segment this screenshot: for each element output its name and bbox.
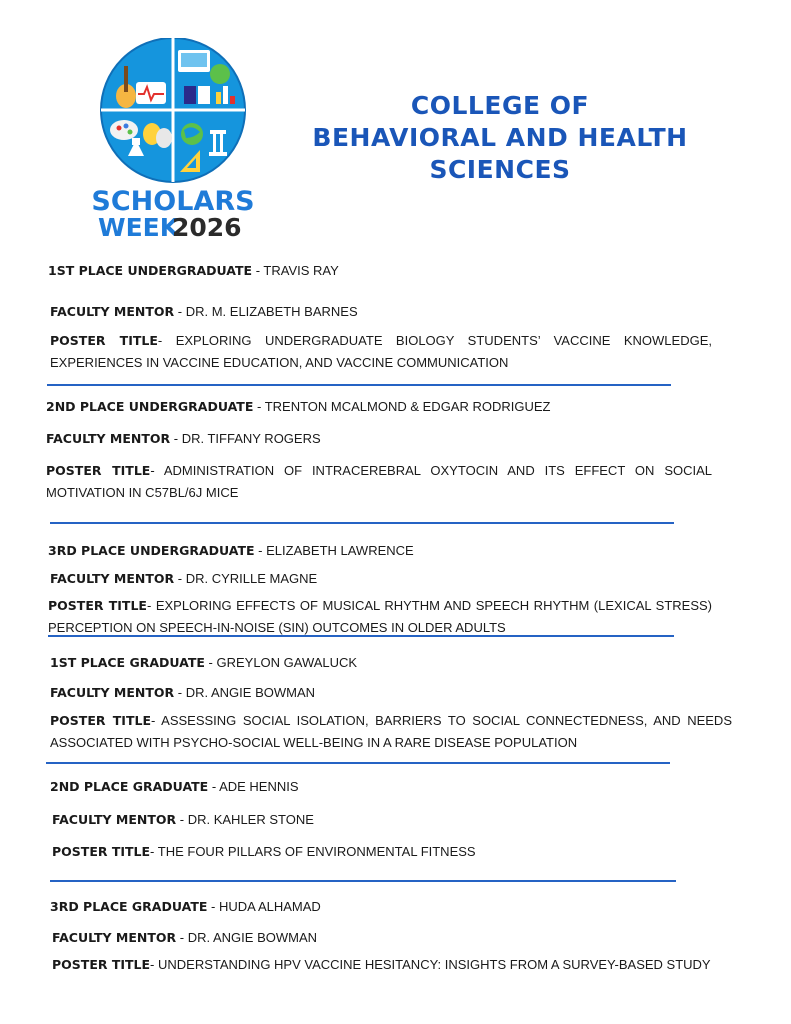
divider [47,384,671,386]
place-line: 1ST PLACE GRADUATE - GREYLON GAWALUCK [50,655,358,670]
place-label: 3RD PLACE GRADUATE [50,899,208,914]
mentor-name: DR. KAHLER STONE [187,812,314,827]
title-line-1: COLLEGE OF [410,91,590,120]
place-line: 2ND PLACE UNDERGRADUATE - TRENTON MCALMOND & EDGAR RODRIGUEZ [46,399,551,414]
logo-circle-icon [88,38,258,238]
poster-paragraph: POSTER TITLE- ADMINISTRATION OF INTRACEREBRAL OXYTOCIN AND ITS EFFECT ON SOCIAL MOTIVATION IN C57BL/6J MICE [46,463,712,500]
divider [48,635,674,637]
poster-title: ASSESSING SOCIAL ISOLATION, BARRIERS TO SOCIAL CONNECTEDNESS, AND NEEDS ASSOCIATED WITH PSYCHO-SOCIAL WELL-BEING IN A RARE DISEASE POPULATION [50,713,732,750]
poster-paragraph: POSTER TITLE- EXPLORING UNDERGRADUATE BIOLOGY STUDENTS’ VACCINE KNOWLEDGE, EXPERIENCES IN VACCINE EDUCATION, AND VACCINE COMMUNICATION [50,333,712,370]
place-label: 1ST PLACE UNDERGRADUATE [48,263,253,278]
poster-label: POSTER TITLE [50,333,158,348]
poster-label: POSTER TITLE [52,844,151,859]
poster-title: UNDERSTANDING HPV VACCINE HESITANCY: INSIGHTS FROM A SURVEY-BASED STUDY [158,957,711,972]
poster-title: EXPLORING EFFECTS OF MUSICAL RHYTHM AND SPEECH RHYTHM (LEXICAL STRESS) PERCEPTION ON SPEECH-IN-NOISE (SIN) OUTCOMES IN OLDER ADULTS [48,598,712,635]
poster-title: EXPLORING UNDERGRADUATE BIOLOGY STUDENTS’ VACCINE KNOWLEDGE, EXPERIENCES IN VACCINE EDUCATION, AND VACCINE COMMUNICATION [50,333,712,370]
poster-paragraph: POSTER TITLE- EXPLORING EFFECTS OF MUSICAL RHYTHM AND SPEECH RHYTHM (LEXICAL STRESS) PERCEPTION ON SPEECH-IN-NOISE (SIN) OUTCOMES IN OLDER ADULTS [48,598,712,635]
mentor-name: DR. CYRILLE MAGNE [185,571,318,586]
winner-name: ELIZABETH LAWRENCE [266,543,414,558]
mentor-line: FACULTY MENTOR - DR. ANGIE BOWMAN [50,685,316,700]
divider [50,880,676,882]
winner-name: TRENTON MCALMOND & EDGAR RODRIGUEZ [264,399,551,414]
mentor-line: FACULTY MENTOR - DR. M. ELIZABETH BARNES [50,304,358,319]
mentor-line: FACULTY MENTOR - DR. KAHLER STONE [52,812,314,827]
scholars-week-logo [88,38,258,238]
poster-paragraph: POSTER TITLE- UNDERSTANDING HPV VACCINE HESITANCY: INSIGHTS FROM A SURVEY-BASED STUDY [52,957,711,972]
mentor-name: DR. TIFFANY ROGERS [181,431,321,446]
poster-label: POSTER TITLE [48,598,147,613]
logo-word-scholars: SCHOLARS [91,186,255,217]
mentor-label: FACULTY MENTOR [52,812,177,827]
mentor-name: DR. ANGIE BOWMAN [185,685,316,700]
poster-title: THE FOUR PILLARS OF ENVIRONMENTAL FITNESS [157,844,476,859]
poster-title: ADMINISTRATION OF INTRACEREBRAL OXYTOCIN AND ITS EFFECT ON SOCIAL MOTIVATION IN C57BL/6J MICE [46,463,712,500]
divider [50,522,674,524]
place-line: 1ST PLACE UNDERGRADUATE - TRAVIS RAY [48,263,339,278]
place-label: 2ND PLACE GRADUATE [50,779,209,794]
title-line-3: SCIENCES [429,155,571,184]
mentor-label: FACULTY MENTOR [50,571,175,586]
poster-label: POSTER TITLE [52,957,151,972]
divider [46,762,670,764]
winner-name: ADE HENNIS [219,779,299,794]
mentor-label: FACULTY MENTOR [50,304,175,319]
page-title [290,90,710,186]
mentor-label: FACULTY MENTOR [52,930,177,945]
mentor-line: FACULTY MENTOR - DR. TIFFANY ROGERS [46,431,321,446]
mentor-line: FACULTY MENTOR - DR. CYRILLE MAGNE [50,571,318,586]
poster-label: POSTER TITLE [46,463,151,478]
mentor-label: FACULTY MENTOR [46,431,171,446]
place-label: 2ND PLACE UNDERGRADUATE [46,399,254,414]
poster-paragraph: POSTER TITLE- THE FOUR PILLARS OF ENVIRONMENTAL FITNESS [52,844,476,859]
winner-name: HUDA ALHAMAD [218,899,321,914]
place-line: 3RD PLACE GRADUATE - HUDA ALHAMAD [50,899,321,914]
mentor-label: FACULTY MENTOR [50,685,175,700]
mentor-line: FACULTY MENTOR - DR. ANGIE BOWMAN [52,930,318,945]
place-label: 3RD PLACE UNDERGRADUATE [48,543,255,558]
mentor-name: DR. M. ELIZABETH BARNES [185,304,358,319]
poster-paragraph: POSTER TITLE- ASSESSING SOCIAL ISOLATION, BARRIERS TO SOCIAL CONNECTEDNESS, AND NEEDS ASSOCIATED WITH PSYCHO-SOCIAL WELL-BEING IN A RARE DISEASE POPULATION [50,713,732,750]
winner-name: TRAVIS RAY [263,263,339,278]
logo-year: 2026 [172,213,242,238]
logo-word-week: WEEK [98,213,180,238]
place-label: 1ST PLACE GRADUATE [50,655,205,670]
poster-label: POSTER TITLE [50,713,151,728]
mentor-name: DR. ANGIE BOWMAN [187,930,318,945]
title-line-2: BEHAVIORAL AND HEALTH [312,123,688,152]
winner-name: GREYLON GAWALUCK [216,655,358,670]
place-line: 2ND PLACE GRADUATE - ADE HENNIS [50,779,299,794]
place-line: 3RD PLACE UNDERGRADUATE - ELIZABETH LAWRENCE [48,543,414,558]
